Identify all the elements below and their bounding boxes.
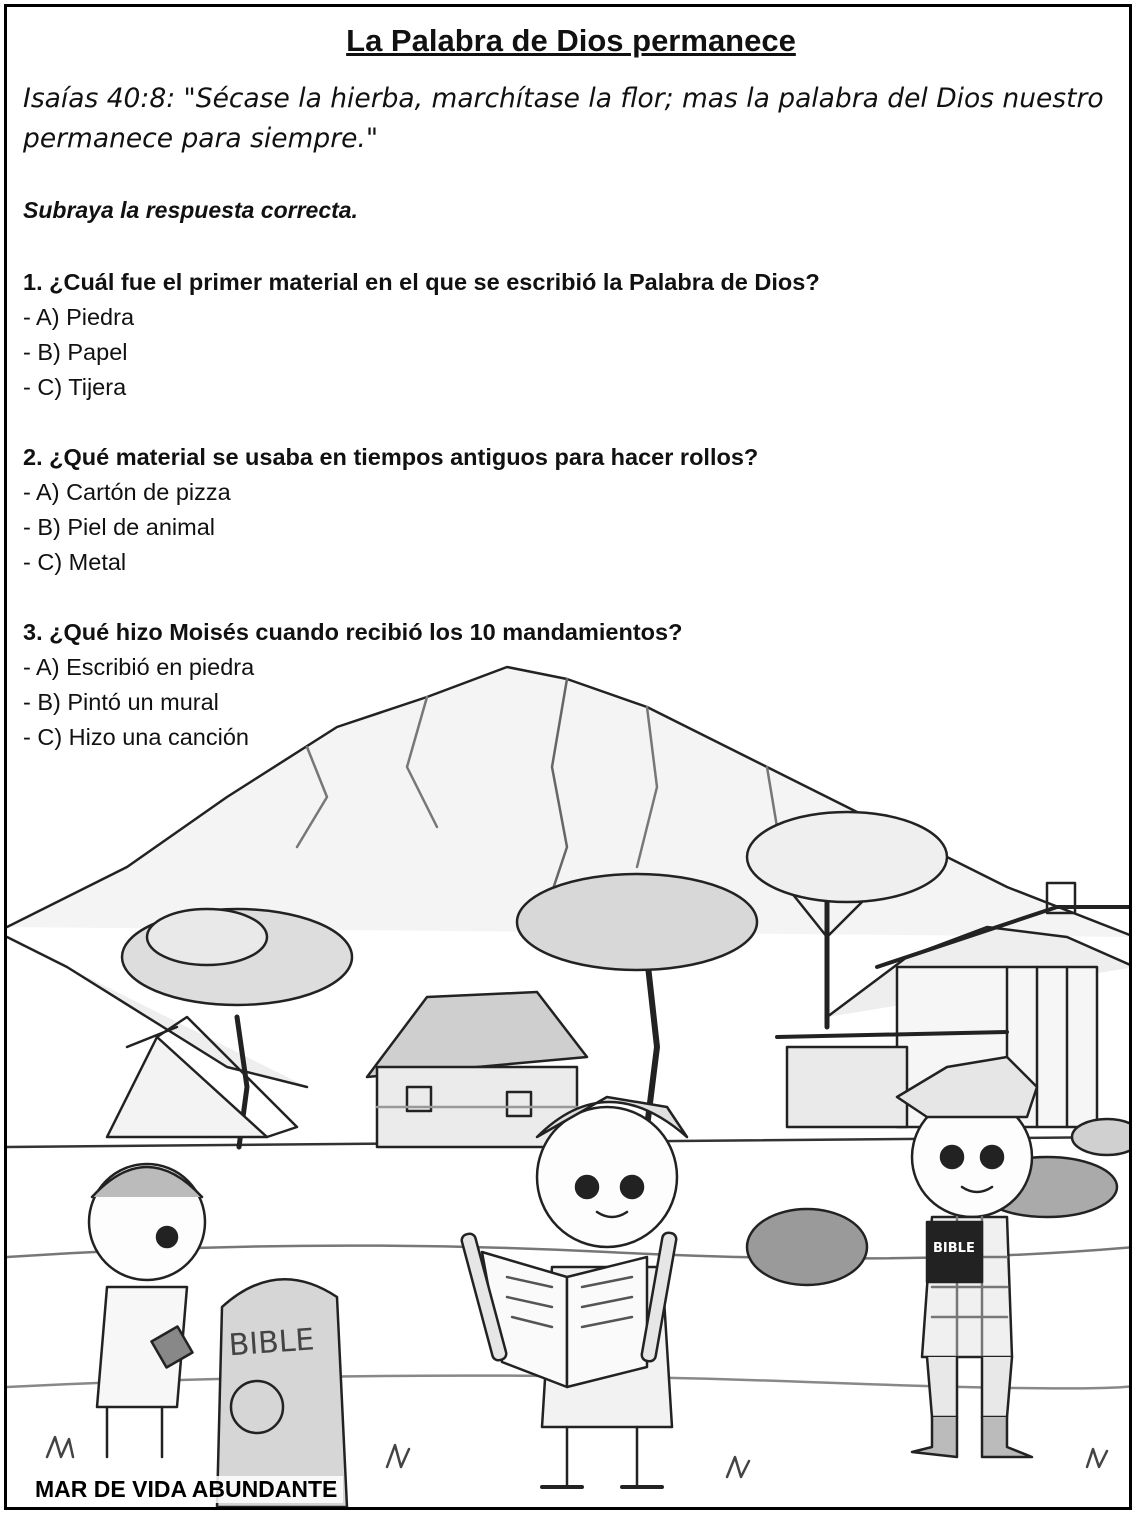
answer-option[interactable]: - B) Papel <box>23 339 128 365</box>
stone-lettering: BIBLE <box>227 1322 316 1364</box>
bush <box>747 1209 867 1285</box>
answer-option[interactable]: - C) Metal <box>23 549 127 575</box>
page-title: La Palabra de Dios permanece <box>346 23 796 58</box>
footer-credit: MAR DE VIDA ABUNDANTE <box>29 1476 343 1503</box>
answer-option[interactable]: - A) Escribió en piedra <box>23 654 255 680</box>
book-lettering: BIBLE <box>933 1241 975 1256</box>
child-left <box>89 1164 205 1457</box>
question-text: 3. ¿Qué hizo Moisés cuando recibió los 10 mandamientos? <box>23 619 683 645</box>
bible-verse: Isaías 40:8: "Sécase la hierba, marchítase la flor; mas la palabra del Dios nuestro permanece para siempre." <box>23 83 1104 154</box>
bush <box>1072 1119 1132 1155</box>
question-3 <box>23 615 1123 755</box>
question-2 <box>23 440 1123 580</box>
question-text: 1. ¿Cuál fue el primer material en el que se escribió la Palabra de Dios? <box>23 269 820 295</box>
answer-option[interactable]: - A) Piedra <box>23 304 135 330</box>
question-text: 2. ¿Qué material se usaba en tiempos antiguos para hacer rollos? <box>23 444 759 470</box>
answer-option[interactable]: - C) Tijera <box>23 374 127 400</box>
answer-option[interactable]: - B) Piel de animal <box>23 514 215 540</box>
worksheet-page <box>4 4 1132 1510</box>
stone-tablet <box>217 1279 347 1507</box>
answer-option[interactable]: - C) Hizo una canción <box>23 724 249 750</box>
instruction: Subraya la respuesta correcta. <box>23 197 358 223</box>
answer-option[interactable]: - A) Cartón de pizza <box>23 479 231 505</box>
boy-scroll <box>460 1097 687 1487</box>
coloring-illustration <box>7 7 1132 1510</box>
question-1 <box>23 265 1123 405</box>
answer-option[interactable]: - B) Pintó un mural <box>23 689 219 715</box>
